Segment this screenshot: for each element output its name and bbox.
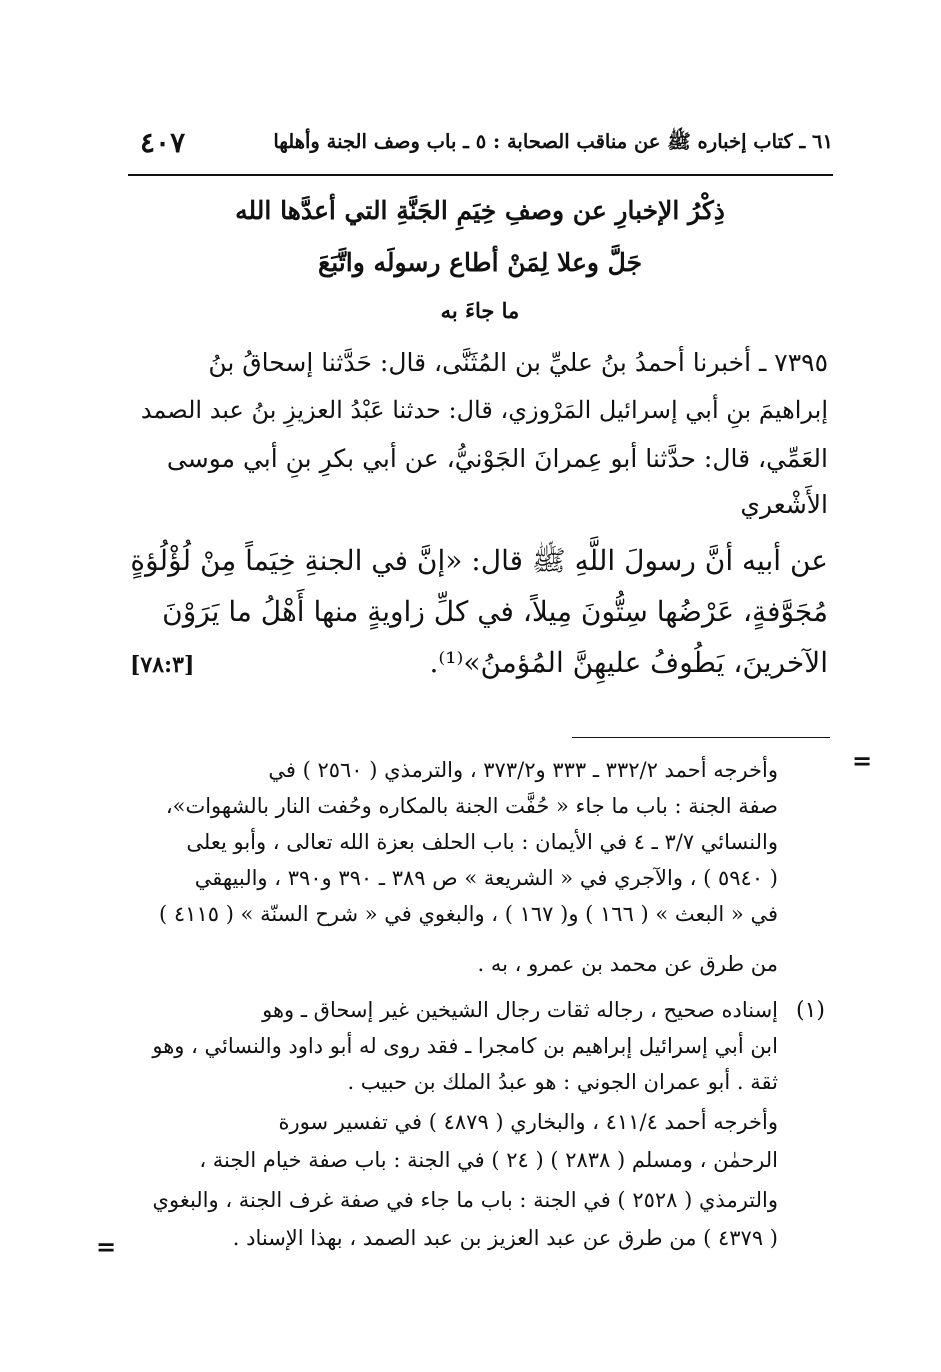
footnote-line: وأخرجه أحمد ٣٣٢/٢ ـ ٣٣٣ و٣٧٣/٢ ، والترمذي ( ٢٥٦٠ ) في [268,758,778,782]
footnote-line: ابن أبي إسرائيل إبراهيم بن كامجرا ـ فقد روى له أبو داود والنسائي ، وهو [152,1034,778,1058]
footnotes-rule [572,737,830,738]
header-rule [128,174,833,176]
page-header [128,122,833,170]
section-title-line-2: جَلَّ وعلا لِمَنْ أطاع رسولَه واتَّبَعَ [317,248,643,277]
isnad-line: الأَشْعري [740,490,828,519]
footnote-line: ثقة . أبو عمران الجوني : هو عبدُ الملك بن حبيب . [347,1070,778,1094]
hadith-grade-reference: [٧٨:٣] [130,652,195,678]
section-title-line-3: ما جاءَ به [440,298,520,323]
continuation-mark: = [96,1232,117,1261]
matn-line: الآخرينَ، يَطُوفُ عليهِنَّ المُؤمنُ»⁽¹⁾. [429,646,828,679]
footnote-line: والنسائي ٣/٧ ـ ٤ في الأيمان : باب الحلف بعزة الله تعالى ، وأبو يعلى [186,830,778,854]
footnote-line: الرحمٰن ، ومسلم ( ٢٨٣٨ ) ( ٢٤ ) في الجنة : باب صفة خيام الجنة ، [199,1148,778,1172]
section-title-line-1: ذِكْرُ الإخبارِ عن وصفِ خِيَمِ الجَنَّةِ التي أعدَّها الله [235,196,725,225]
matn-line: مُجَوَّفةٍ، عَرْضُها سِتُّونَ مِيلاً، في كلِّ زاويةٍ منها أَهْلُ ما يَرَوْنَ [162,595,828,628]
footnote-marker: (١) [796,998,826,1023]
footnote-line: من طرق عن محمد بن عمرو ، به . [477,952,778,976]
footnote-line: ( ٤٣٧٩ ) من طرق عن عبد العزيز بن عبد الصمد ، بهذا الإسناد . [232,1226,778,1250]
isnad-line: ٧٣٩٥ ـ أخبرنا أحمدُ بنُ عليِّ بن المُثَنَّى، قال: حَدَّثنا إسحاقُ بنُ [208,348,828,377]
footnote-line: صفة الجنة : باب ما جاء « حُفَّت الجنة بالمكاره وحُفت النار بالشهوات»، [165,794,778,818]
running-title: ٦١ ـ كتاب إخباره ﷺ عن مناقب الصحابة : ٥ ـ باب وصف الجنة وأهلها [273,130,833,153]
isnad-line: العَمِّي، قال: حدَّثنا أبو عِمرانَ الجَوْنيُّ، عن أبي بكرِ بنِ أبي موسى [166,444,828,473]
matn-line: عن أبيه أنَّ رسولَ اللَّهِ ﷺ قال: «إنَّ في الجنةِ خِيَماً مِنْ لُؤْلُؤةٍ [130,544,828,577]
footnote-line: وأخرجه أحمد ٤١١/٤ ، والبخاري ( ٤٨٧٩ ) في تفسير سورة [278,1110,778,1134]
footnote-line: إسناده صحيح ، رجاله ثقات رجال الشيخين غير إسحاق ـ وهو [262,998,778,1022]
footnote-line: ( ٥٩٤٠ ) ، والآجري في « الشريعة » ص ٣٨٩ ـ ٣٩٠ و٣٩٠ ، والبيهقي [194,866,778,890]
footnote-line: في « البعث » ( ١٦٦ ) و( ١٦٧ ) ، والبغوي في « شرح السنّة » ( ٤١١٥ ) [159,902,778,926]
isnad-line: إبراهيمَ بنِ أبي إسرائيل المَرْوزي، قال: حدثنا عَبْدُ العزيزِ بنُ عبد الصمد [140,396,828,424]
continuation-mark: = [852,746,873,775]
footnote-line: والترمذي ( ٢٥٢٨ ) في الجنة : باب ما جاء في صفة غرف الجنة ، والبغوي [152,1188,778,1212]
page-number: ٤٠٧ [140,126,186,159]
